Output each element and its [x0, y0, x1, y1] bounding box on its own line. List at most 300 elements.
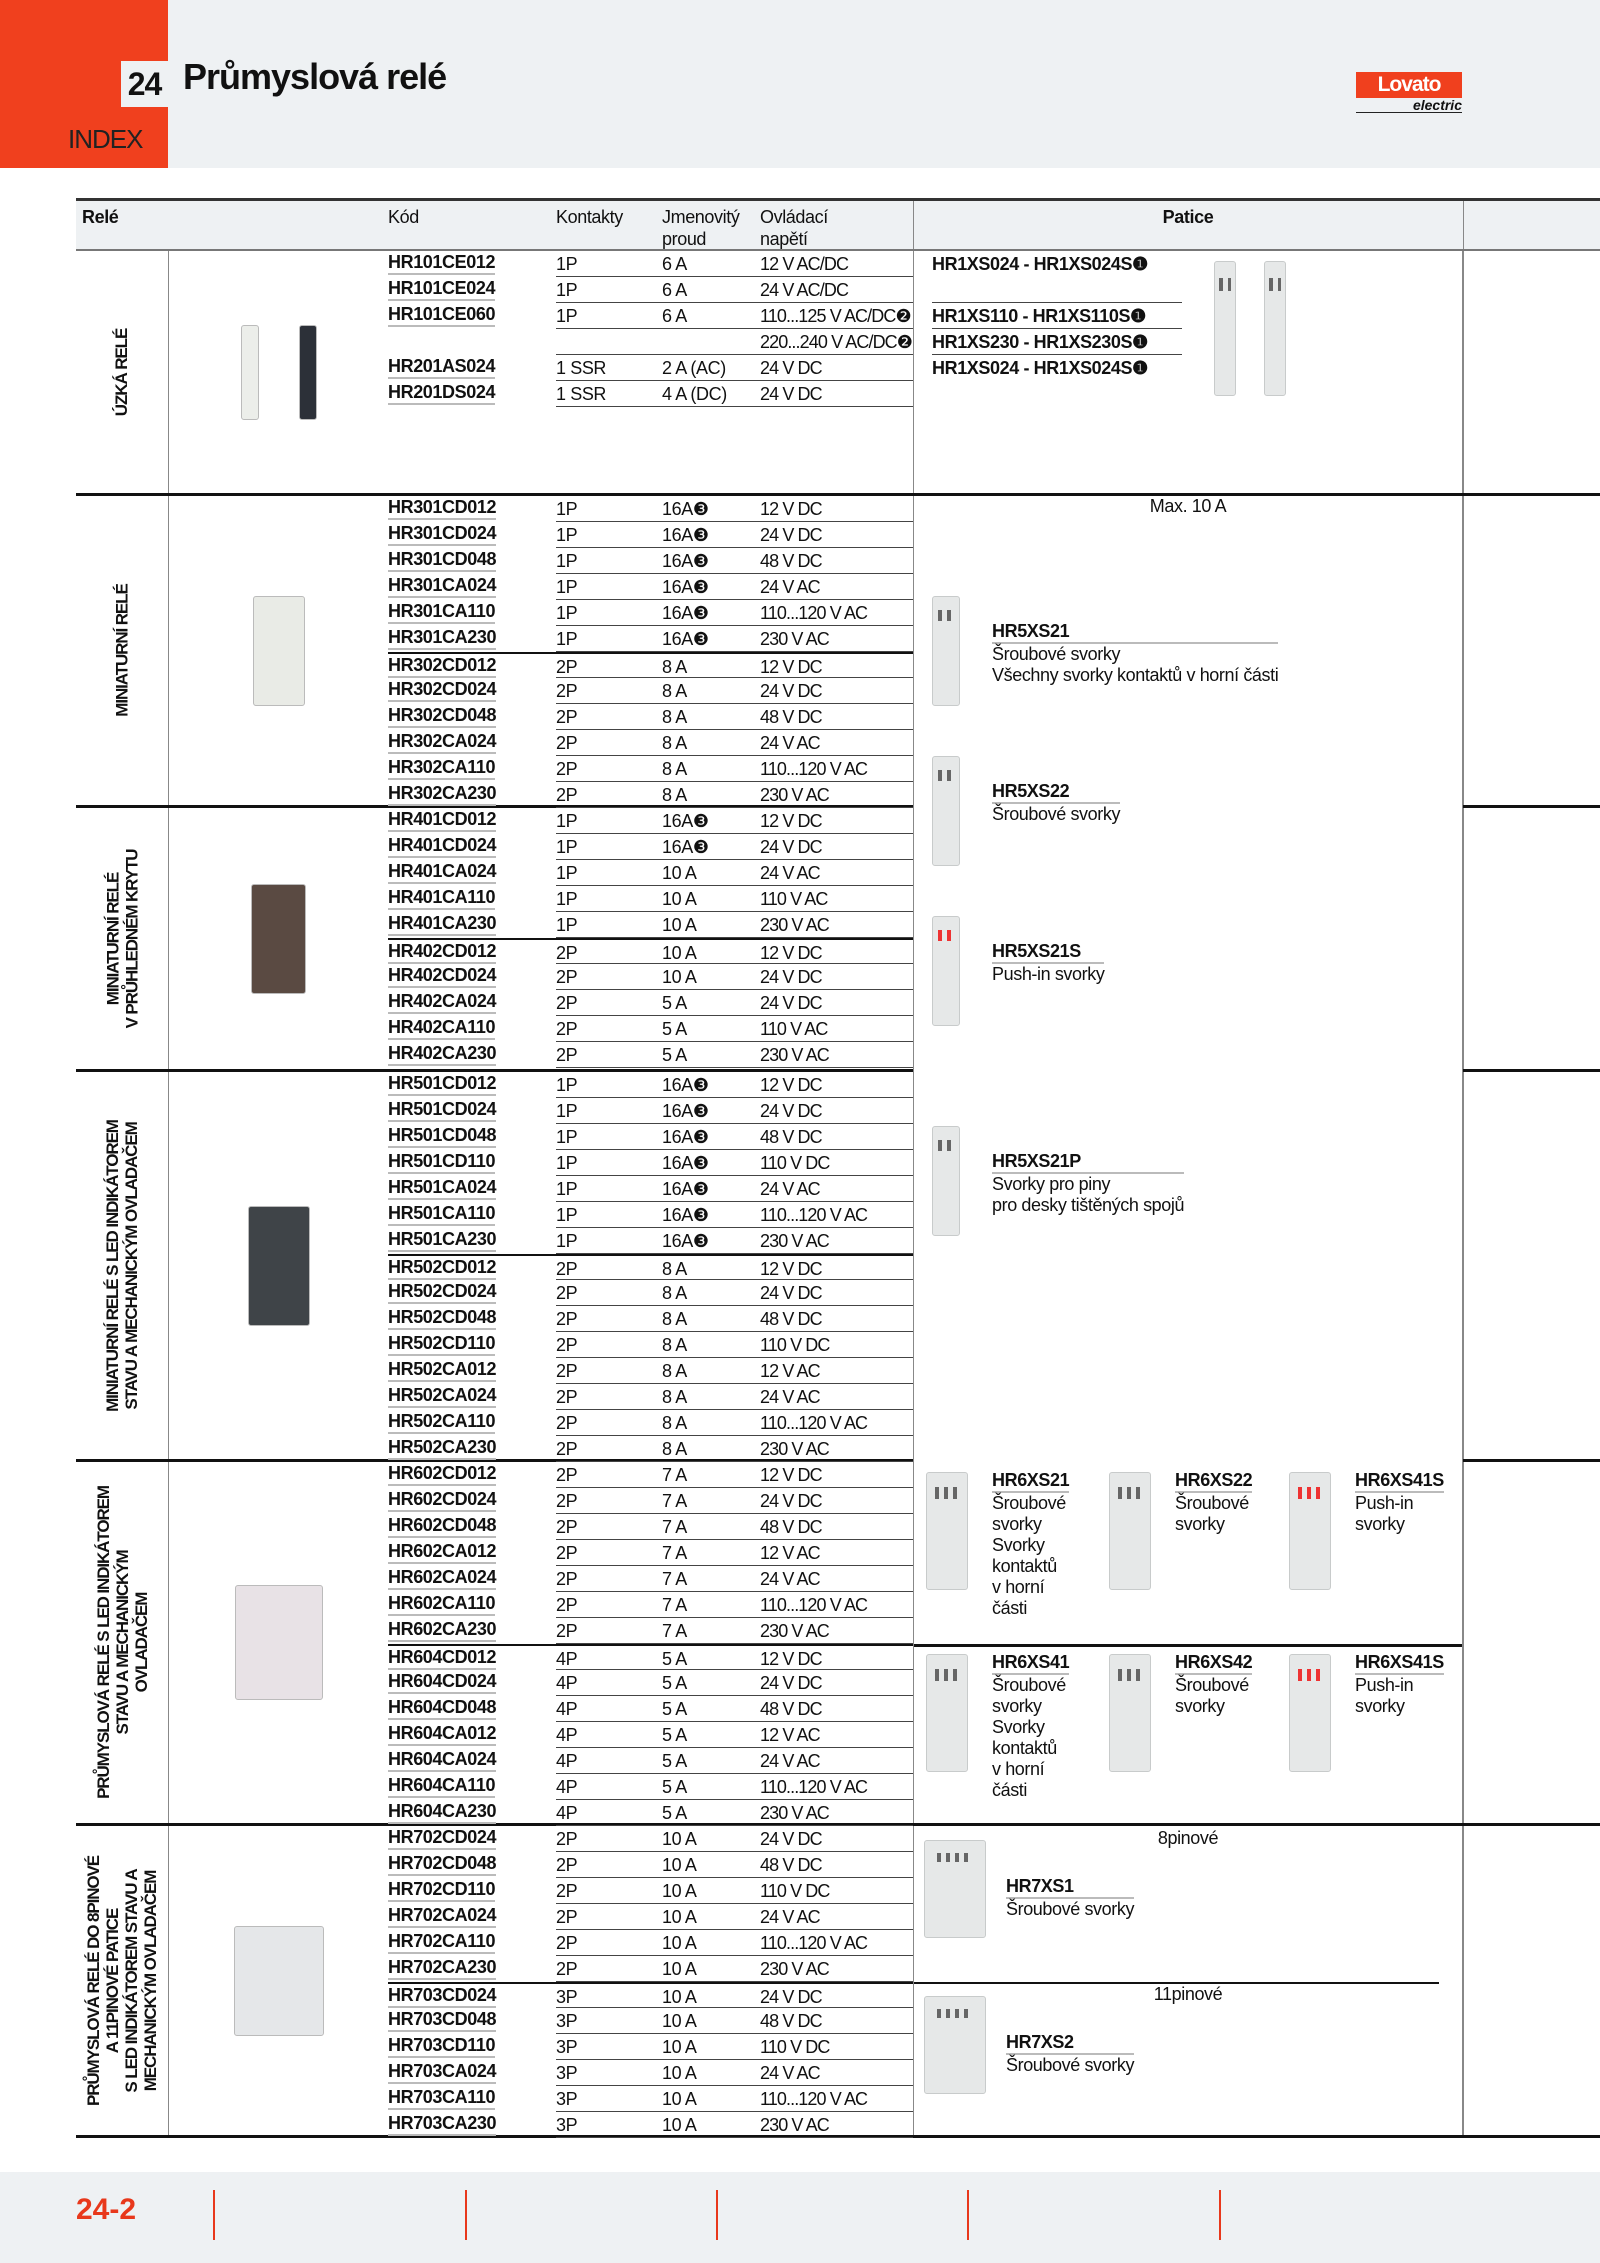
control-voltage: 230 V AC [760, 1621, 829, 1641]
table-row [388, 1280, 913, 1306]
table-row [388, 782, 913, 808]
table-row [388, 1592, 913, 1618]
contacts: 2P [556, 1335, 578, 1355]
control-voltage: 24 V DC [760, 1491, 822, 1511]
table-row [388, 964, 913, 990]
table-row [388, 1852, 913, 1878]
rated-current: 2 A (AC) [662, 358, 726, 378]
col-rele: Relé [82, 207, 119, 227]
product-code[interactable]: HR502CD048 [388, 1306, 496, 1330]
rated-current: 6 A [662, 306, 687, 326]
product-code[interactable]: HR604CD012 [388, 1646, 496, 1670]
rated-current: 6 A [662, 280, 687, 300]
product-code[interactable]: HR702CA110 [388, 1930, 495, 1954]
socket-code[interactable]: HR6XS42 [1175, 1652, 1252, 1675]
product-code[interactable]: HR501CA230 [388, 1228, 496, 1252]
socket-desc: svorky [992, 1514, 1042, 1534]
product-code[interactable]: HR502CD110 [388, 1332, 495, 1356]
control-voltage: 220...240 V AC/DC❷ [760, 332, 913, 352]
product-code[interactable]: HR604CD048 [388, 1696, 496, 1720]
product-code[interactable]: HR502CA012 [388, 1358, 496, 1382]
section-label-text [103, 1120, 141, 1412]
control-voltage: 12 V AC [760, 1725, 820, 1745]
product-code[interactable]: HR602CA012 [388, 1540, 496, 1564]
table-row [388, 808, 913, 834]
socket-image [1214, 261, 1236, 396]
control-voltage: 110...120 V AC [760, 1777, 868, 1797]
rated-current: 10 A [662, 943, 697, 963]
control-voltage: 12 V AC [760, 1543, 820, 1563]
control-voltage: 24 V DC [760, 1829, 822, 1849]
product-code[interactable]: HR402CA110 [388, 1016, 495, 1040]
socket-desc: svorky [992, 1696, 1042, 1716]
control-voltage: 12 V AC [760, 1361, 820, 1381]
rated-current: 16A❸ [662, 577, 709, 597]
contacts: 1P [556, 1231, 578, 1251]
brand-logo-sub: electric [1356, 98, 1462, 113]
product-code[interactable]: HR502CD024 [388, 1280, 496, 1304]
contacts: 2P [556, 1855, 578, 1875]
control-voltage: 110...120 V AC [760, 759, 868, 779]
product-code[interactable]: HR602CD048 [388, 1514, 496, 1538]
rated-current: 10 A [662, 1829, 697, 1849]
contacts: 1P [556, 254, 578, 274]
table-row [388, 1774, 913, 1800]
rated-current: 7 A [662, 1543, 687, 1563]
footer-divider [967, 2190, 969, 2240]
control-voltage: 230 V AC [760, 1959, 829, 1979]
product-code[interactable]: HR602CD012 [388, 1462, 496, 1486]
contacts: 1P [556, 577, 578, 597]
product-code[interactable]: HR703CD110 [388, 2034, 495, 2058]
product-code[interactable]: HR702CD048 [388, 1852, 496, 1876]
table-row [388, 574, 913, 600]
product-code[interactable]: HR401CA230 [388, 912, 496, 936]
socket-desc: Push-in [1355, 1675, 1414, 1695]
rated-current: 8 A [662, 1335, 687, 1355]
socket-desc: kontaktů [992, 1738, 1057, 1758]
col-jmen-line1: Jmenovitý [662, 207, 740, 227]
table-row [388, 678, 913, 704]
section-label-line: MINIATURNÍ RELÉ [103, 872, 123, 1005]
contacts: 2P [556, 1595, 578, 1615]
pin-count-heading: 11pinové [1153, 1984, 1223, 2004]
product-code[interactable]: HR301CA110 [388, 600, 495, 624]
product-code[interactable]: HR302CD048 [388, 704, 496, 728]
relay-table [76, 198, 1600, 2138]
rated-current: 8 A [662, 785, 687, 805]
product-code[interactable]: HR501CD110 [388, 1150, 495, 1174]
table-row [388, 1982, 913, 2008]
chapter-number: 24 [121, 61, 168, 107]
group-divider [914, 1644, 1462, 1647]
contacts: 2P [556, 1621, 578, 1641]
socket-desc: Šroubové svorky [1006, 1899, 1135, 1919]
product-code[interactable]: HR402CD024 [388, 964, 496, 988]
product-code[interactable]: HR302CD024 [388, 678, 496, 702]
table-row [388, 1332, 913, 1358]
contacts: 1P [556, 915, 578, 935]
control-voltage: 24 V DC [760, 525, 822, 545]
control-voltage: 110 V AC [760, 1019, 828, 1039]
table-row [388, 2008, 913, 2034]
table-row [388, 1722, 913, 1748]
product-code[interactable]: HR702CD110 [388, 1878, 495, 1902]
contacts: 2P [556, 1543, 578, 1563]
col-patice: Patice [1162, 207, 1214, 227]
product-code[interactable]: HR502CA110 [388, 1410, 495, 1434]
product-code[interactable]: HR302CD012 [388, 654, 496, 678]
product-code[interactable]: HR602CA024 [388, 1566, 496, 1590]
section-label-line: OVLADAČEM [131, 1592, 151, 1693]
control-voltage: 24 V DC [760, 1283, 822, 1303]
control-voltage: 48 V DC [760, 1309, 822, 1329]
product-code[interactable]: HR302CA110 [388, 756, 495, 780]
contacts: 4P [556, 1751, 578, 1771]
product-code[interactable]: HR401CD012 [388, 808, 496, 832]
socket-desc: svorky [1355, 1696, 1405, 1716]
section-label-line: STAVU A MECHANICKÝM OVLADAČEM [122, 1121, 141, 1410]
socket-item [992, 1652, 1069, 1801]
contacts: 2P [556, 1283, 578, 1303]
socket-code[interactable]: HR5XS21S [992, 941, 1104, 964]
rated-current: 16A❸ [662, 551, 709, 571]
rated-current: 5 A [662, 1649, 687, 1669]
rated-current: 6 A [662, 254, 687, 274]
contacts: 1P [556, 811, 578, 831]
product-code[interactable]: HR502CA024 [388, 1384, 496, 1408]
product-code[interactable]: HR301CD048 [388, 548, 496, 572]
rated-current: 8 A [662, 1283, 687, 1303]
product-code[interactable]: HR703CA110 [388, 2086, 495, 2110]
product-code[interactable]: HR604CD024 [388, 1670, 496, 1694]
table-row [388, 1254, 913, 1280]
contacts: 2P [556, 733, 578, 753]
control-voltage: 24 V DC [760, 993, 822, 1013]
product-code[interactable]: HR302CA024 [388, 730, 496, 754]
rated-current: 16A❸ [662, 1231, 709, 1251]
table-row [388, 329, 913, 355]
socket-desc: pro desky tištěných spojů [992, 1195, 1185, 1215]
control-voltage: 24 V DC [760, 1101, 822, 1121]
socket-item [992, 941, 1104, 985]
rated-current: 5 A [662, 1777, 687, 1797]
footer-divider [465, 2190, 467, 2240]
product-code[interactable]: HR501CD048 [388, 1124, 496, 1148]
socket-item [992, 621, 1278, 686]
contacts: 2P [556, 657, 578, 677]
control-voltage: 24 V DC [760, 967, 822, 987]
divider [1463, 808, 1464, 1069]
control-voltage: 230 V AC [760, 1439, 829, 1459]
product-code[interactable]: HR502CD012 [388, 1256, 496, 1280]
section-label-line: S LED INDIKÁTOREM STAVU A [122, 1868, 141, 2093]
table-row [388, 1176, 913, 1202]
contacts: 1P [556, 1075, 578, 1095]
rated-current: 8 A [662, 1361, 687, 1381]
control-voltage: 110 V DC [760, 1881, 830, 1901]
socket-image [932, 1126, 960, 1236]
socket-code[interactable]: HR5XS22 [992, 781, 1120, 804]
product-code[interactable]: HR501CD012 [388, 1072, 496, 1096]
rated-current: 10 A [662, 2089, 697, 2109]
control-voltage: 110...120 V AC [760, 2089, 868, 2109]
rated-current: 8 A [662, 733, 687, 753]
control-voltage: 12 V DC [760, 1259, 822, 1279]
control-voltage: 230 V AC [760, 629, 829, 649]
col-jmenovity [662, 206, 739, 250]
rated-current: 16A❸ [662, 811, 709, 831]
socket-item [1175, 1470, 1252, 1535]
table-row [388, 834, 913, 860]
max-current-note: Max. 10 A [1149, 496, 1227, 516]
socket-image [1264, 261, 1286, 396]
socket-code[interactable]: HR6XS41S [1355, 1652, 1444, 1675]
contacts: 2P [556, 1829, 578, 1849]
product-code[interactable]: HR703CA024 [388, 2060, 496, 2084]
section-label-text [84, 1855, 160, 2105]
relay-image-cell [168, 496, 388, 805]
section-label [76, 251, 168, 493]
product-code[interactable]: HR501CD024 [388, 1098, 496, 1122]
product-code[interactable]: HR602CA230 [388, 1618, 496, 1642]
contacts: 1P [556, 837, 578, 857]
section-label-line: A 11PINOVÉ PATICE [103, 1908, 122, 2053]
product-code[interactable]: HR401CD024 [388, 834, 496, 858]
relay-image [251, 884, 306, 994]
socket-desc: Šroubové [992, 1493, 1066, 1513]
socket-image [932, 916, 960, 1026]
socket-desc: kontaktů [992, 1556, 1057, 1576]
contacts: 2P [556, 707, 578, 727]
control-voltage: 48 V DC [760, 2011, 822, 2031]
product-code[interactable]: HR703CA230 [388, 2112, 496, 2136]
product-code[interactable]: HR604CA110 [388, 1774, 495, 1798]
control-voltage: 24 V AC [760, 1179, 820, 1199]
product-code[interactable]: HR702CD024 [388, 1826, 496, 1850]
socket-desc: Šroubové svorky [1006, 2055, 1135, 2075]
table-row [388, 1514, 913, 1540]
table-row [388, 626, 913, 652]
socket-code[interactable]: HR6XS41S [1355, 1470, 1444, 1493]
table-row [388, 1150, 913, 1176]
rated-current: 10 A [662, 1855, 697, 1875]
contacts: 2P [556, 1387, 578, 1407]
table-row [388, 1072, 913, 1098]
control-voltage: 12 V DC [760, 657, 822, 677]
socket-code[interactable]: HR1XS110 - HR1XS110S❶ [932, 303, 1182, 329]
table-row [388, 1462, 913, 1488]
footer-divider [213, 2190, 215, 2240]
table-row [388, 1202, 913, 1228]
table-row [388, 1670, 913, 1696]
socket-desc: Push-in svorky [992, 964, 1105, 984]
relay-image [299, 325, 317, 420]
control-voltage: 110 V DC [760, 1153, 830, 1173]
control-voltage: 24 V AC [760, 2063, 820, 2083]
socket-desc: Push-in [1355, 1493, 1414, 1513]
product-code[interactable]: HR604CA024 [388, 1748, 496, 1772]
socket-code[interactable]: HR5XS21P [992, 1151, 1184, 1174]
table-row [388, 277, 913, 303]
relay-image [234, 1926, 324, 2036]
rated-current: 8 A [662, 681, 687, 701]
rated-current: 16A❸ [662, 1075, 709, 1095]
control-voltage: 24 V DC [760, 837, 822, 857]
control-voltage: 230 V AC [760, 1045, 829, 1065]
product-code[interactable]: HR604CA230 [388, 1800, 496, 1824]
product-code[interactable]: HR201DS024 [388, 381, 495, 405]
product-code[interactable]: HR401CA110 [388, 886, 495, 910]
section-label-line: MINIATURNÍ RELÉ S LED INDIKÁTOREM [103, 1119, 122, 1412]
control-voltage: 230 V AC [760, 1803, 829, 1823]
socket-item [1355, 1470, 1444, 1535]
control-voltage: 24 V DC [760, 1673, 822, 1693]
patice-cell [913, 496, 1463, 1465]
socket-code[interactable]: HR1XS024 - HR1XS024S❶ [932, 254, 1148, 274]
rated-current: 10 A [662, 2037, 697, 2057]
contacts: 1P [556, 1127, 578, 1147]
table-row [388, 2086, 913, 2112]
rated-current: 8 A [662, 707, 687, 727]
col-kod: Kód [388, 207, 419, 227]
socket-desc: svorky [1355, 1514, 1405, 1534]
col-kontakty: Kontakty [556, 207, 623, 227]
patice-cell [913, 1826, 1463, 2135]
product-code[interactable]: HR604CA012 [388, 1722, 496, 1746]
socket-desc: Šroubové [1175, 1675, 1249, 1695]
product-code[interactable]: HR501CA024 [388, 1176, 496, 1200]
socket-code[interactable]: HR5XS21 [992, 621, 1278, 644]
rated-current: 5 A [662, 1045, 687, 1065]
socket-code[interactable]: HR1XS230 - HR1XS230S❶ [932, 329, 1182, 355]
table-row [388, 1644, 913, 1670]
product-code[interactable]: HR101CE024 [388, 277, 495, 301]
control-voltage: 12 V AC/DC [760, 254, 849, 274]
section-label [76, 808, 168, 1069]
rated-current: 7 A [662, 1465, 687, 1485]
product-code[interactable]: HR702CA024 [388, 1904, 496, 1928]
table-row [388, 1540, 913, 1566]
socket-desc: svorky [1175, 1514, 1225, 1534]
socket-code[interactable]: HR7XS1 [1006, 1876, 1134, 1899]
product-code[interactable]: HR703CD024 [388, 1984, 496, 2008]
control-voltage: 24 V AC [760, 1907, 820, 1927]
product-code[interactable]: HR301CA024 [388, 574, 496, 598]
control-voltage: 24 V DC [760, 1987, 822, 2007]
product-code[interactable]: HR501CA110 [388, 1202, 495, 1226]
index-link[interactable]: INDEX [68, 124, 143, 154]
product-code[interactable]: HR301CA230 [388, 626, 496, 650]
table-row [388, 1904, 913, 1930]
product-code[interactable]: HR201AS024 [388, 355, 495, 379]
rated-current: 8 A [662, 1439, 687, 1459]
socket-code[interactable]: HR7XS2 [1006, 2032, 1134, 2055]
rated-current: 10 A [662, 889, 697, 909]
control-voltage: 48 V DC [760, 1855, 822, 1875]
product-code[interactable]: HR602CD024 [388, 1488, 496, 1512]
rated-current: 10 A [662, 967, 697, 987]
table-row [388, 2034, 913, 2060]
socket-code[interactable]: HR6XS41 [992, 1652, 1069, 1675]
contacts: 2P [556, 1361, 578, 1381]
contacts: 3P [556, 1987, 578, 2007]
table-row [388, 1618, 913, 1644]
contacts: 2P [556, 1881, 578, 1901]
product-code[interactable]: HR101CE060 [388, 303, 495, 327]
control-voltage: 110...120 V AC [760, 1205, 868, 1225]
divider [1463, 1826, 1464, 2135]
contacts: 1P [556, 1205, 578, 1225]
socket-desc: Šroubové svorky [992, 644, 1121, 664]
row-line [556, 2137, 913, 2138]
control-voltage: 24 V DC [760, 681, 822, 701]
rated-current: 5 A [662, 1673, 687, 1693]
rated-current: 10 A [662, 1959, 697, 1979]
pin-count-heading: 8pinové [1157, 1828, 1219, 1848]
product-code[interactable]: HR302CA230 [388, 782, 496, 806]
table-row [388, 522, 913, 548]
section-label-line: V PRŮHLEDNÉM KRYTU [122, 849, 142, 1028]
rated-current: 5 A [662, 993, 687, 1013]
socket-desc: svorky [1175, 1696, 1225, 1716]
col-ovl-line2: napětí [760, 229, 808, 249]
contacts: 2P [556, 1413, 578, 1433]
rated-current: 5 A [662, 1725, 687, 1745]
contacts: 2P [556, 993, 578, 1013]
product-code[interactable]: HR402CA024 [388, 990, 496, 1014]
contacts: 3P [556, 2089, 578, 2109]
socket-image [926, 1472, 968, 1590]
control-voltage: 24 V AC [760, 577, 820, 597]
table-row [388, 860, 913, 886]
rated-current: 16A❸ [662, 499, 709, 519]
product-code[interactable]: HR602CA110 [388, 1592, 495, 1616]
product-code[interactable]: HR502CA230 [388, 1436, 496, 1460]
section-label-line: MINIATURNÍ RELÉ [112, 584, 132, 717]
product-code[interactable]: HR702CA230 [388, 1956, 496, 1980]
control-voltage: 24 V DC [760, 384, 822, 404]
table-row [388, 251, 913, 277]
table-row [388, 303, 913, 329]
product-code[interactable]: HR703CD048 [388, 2008, 496, 2032]
rated-current: 5 A [662, 1803, 687, 1823]
rated-current: 8 A [662, 1309, 687, 1329]
socket-code[interactable]: HR6XS22 [1175, 1470, 1252, 1493]
socket-image [932, 596, 960, 706]
contacts: 2P [556, 1569, 578, 1589]
product-code[interactable]: HR401CA024 [388, 860, 496, 884]
table-row [388, 1566, 913, 1592]
product-code[interactable]: HR101CE012 [388, 251, 495, 275]
rated-current: 16A❸ [662, 525, 709, 545]
control-voltage: 110...120 V AC [760, 1595, 868, 1615]
contacts: 1P [556, 603, 578, 623]
control-voltage: 230 V AC [760, 785, 829, 805]
table-row [388, 1800, 913, 1826]
rated-current: 16A❸ [662, 1127, 709, 1147]
product-code[interactable]: HR301CD024 [388, 522, 496, 546]
product-code[interactable]: HR301CD012 [388, 496, 496, 520]
socket-code[interactable]: HR6XS21 [992, 1470, 1069, 1493]
product-code[interactable]: HR402CD012 [388, 940, 496, 964]
contacts: 1P [556, 1153, 578, 1173]
product-code[interactable]: HR402CA230 [388, 1042, 496, 1066]
table-row [388, 2112, 913, 2138]
contacts: 4P [556, 1673, 578, 1693]
socket-code[interactable]: HR1XS024 - HR1XS024S❶ [932, 358, 1148, 378]
control-voltage: 110...125 V AC/DC❷ [760, 306, 911, 326]
